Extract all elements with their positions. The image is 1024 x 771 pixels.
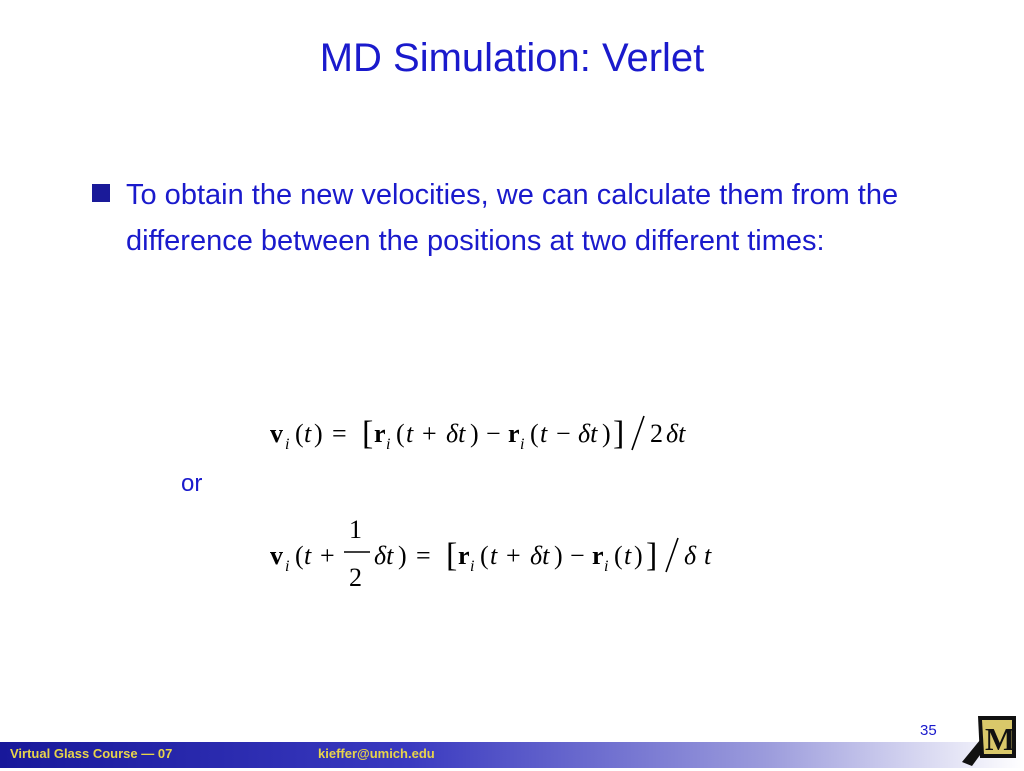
svg-text:δt: δt bbox=[666, 419, 686, 448]
svg-text:δt: δt bbox=[374, 541, 394, 570]
svg-text:t: t bbox=[704, 541, 712, 570]
svg-text:i: i bbox=[285, 558, 290, 575]
svg-text:δt: δt bbox=[446, 419, 466, 448]
svg-text:): ) bbox=[602, 419, 611, 448]
svg-text:t: t bbox=[624, 541, 632, 570]
svg-text:t: t bbox=[406, 419, 414, 448]
svg-text:=: = bbox=[416, 541, 431, 570]
svg-text:2: 2 bbox=[650, 419, 663, 448]
svg-text:i: i bbox=[285, 436, 290, 453]
svg-text:i: i bbox=[470, 558, 475, 575]
svg-text:M: M bbox=[985, 721, 1016, 757]
svg-text:δ: δ bbox=[684, 541, 697, 570]
svg-text:+: + bbox=[320, 541, 335, 570]
svg-text:v: v bbox=[270, 541, 283, 570]
svg-text:−: − bbox=[556, 419, 571, 448]
svg-text:+: + bbox=[422, 419, 437, 448]
svg-text:r: r bbox=[592, 541, 604, 570]
equation-velocity-half-step bbox=[270, 512, 740, 596]
svg-text:]: ] bbox=[613, 415, 625, 452]
svg-text:i: i bbox=[520, 436, 525, 453]
page-number: 35 bbox=[920, 722, 937, 739]
svg-text:i: i bbox=[604, 558, 609, 575]
svg-text:(: ( bbox=[530, 419, 539, 448]
svg-text:v: v bbox=[270, 419, 283, 448]
svg-text:1: 1 bbox=[349, 515, 362, 544]
svg-text:(: ( bbox=[396, 419, 405, 448]
svg-text:(: ( bbox=[295, 541, 304, 570]
svg-text:[: [ bbox=[446, 537, 458, 574]
svg-text:t: t bbox=[490, 541, 498, 570]
svg-text:t: t bbox=[540, 419, 548, 448]
svg-text:]: ] bbox=[646, 537, 658, 574]
svg-text:t: t bbox=[304, 419, 312, 448]
university-logo-icon bbox=[958, 710, 1020, 766]
svg-text:−: − bbox=[570, 541, 585, 570]
slide-title: MD Simulation: Verlet bbox=[319, 36, 705, 80]
svg-text:): ) bbox=[470, 419, 479, 448]
svg-text:): ) bbox=[554, 541, 563, 570]
svg-text:δt: δt bbox=[530, 541, 550, 570]
svg-text:2: 2 bbox=[349, 563, 362, 592]
svg-text:r: r bbox=[374, 419, 386, 448]
svg-text:r: r bbox=[458, 541, 470, 570]
bullet-text: To obtain the new velocities, we can calculate them from the difference between the positions at two different times: bbox=[126, 179, 899, 257]
svg-text:r: r bbox=[508, 419, 520, 448]
svg-text:(: ( bbox=[295, 419, 304, 448]
svg-text:): ) bbox=[634, 541, 643, 570]
svg-text:(: ( bbox=[614, 541, 623, 570]
svg-text:i: i bbox=[386, 436, 391, 453]
svg-text:(: ( bbox=[480, 541, 489, 570]
svg-text:+: + bbox=[506, 541, 521, 570]
or-label: or bbox=[181, 470, 203, 497]
svg-text:): ) bbox=[398, 541, 407, 570]
svg-text:t: t bbox=[304, 541, 312, 570]
equation-velocity-central bbox=[270, 408, 730, 454]
svg-text:−: − bbox=[486, 419, 501, 448]
svg-text:δt: δt bbox=[578, 419, 598, 448]
svg-text:=: = bbox=[332, 419, 347, 448]
svg-text:[: [ bbox=[362, 415, 374, 452]
footer-course-label: Virtual Glass Course — 07 bbox=[10, 746, 173, 761]
svg-text:): ) bbox=[314, 419, 323, 448]
square-bullet-icon bbox=[92, 184, 110, 202]
footer-email-link[interactable]: kieffer@umich.edu bbox=[318, 746, 435, 761]
